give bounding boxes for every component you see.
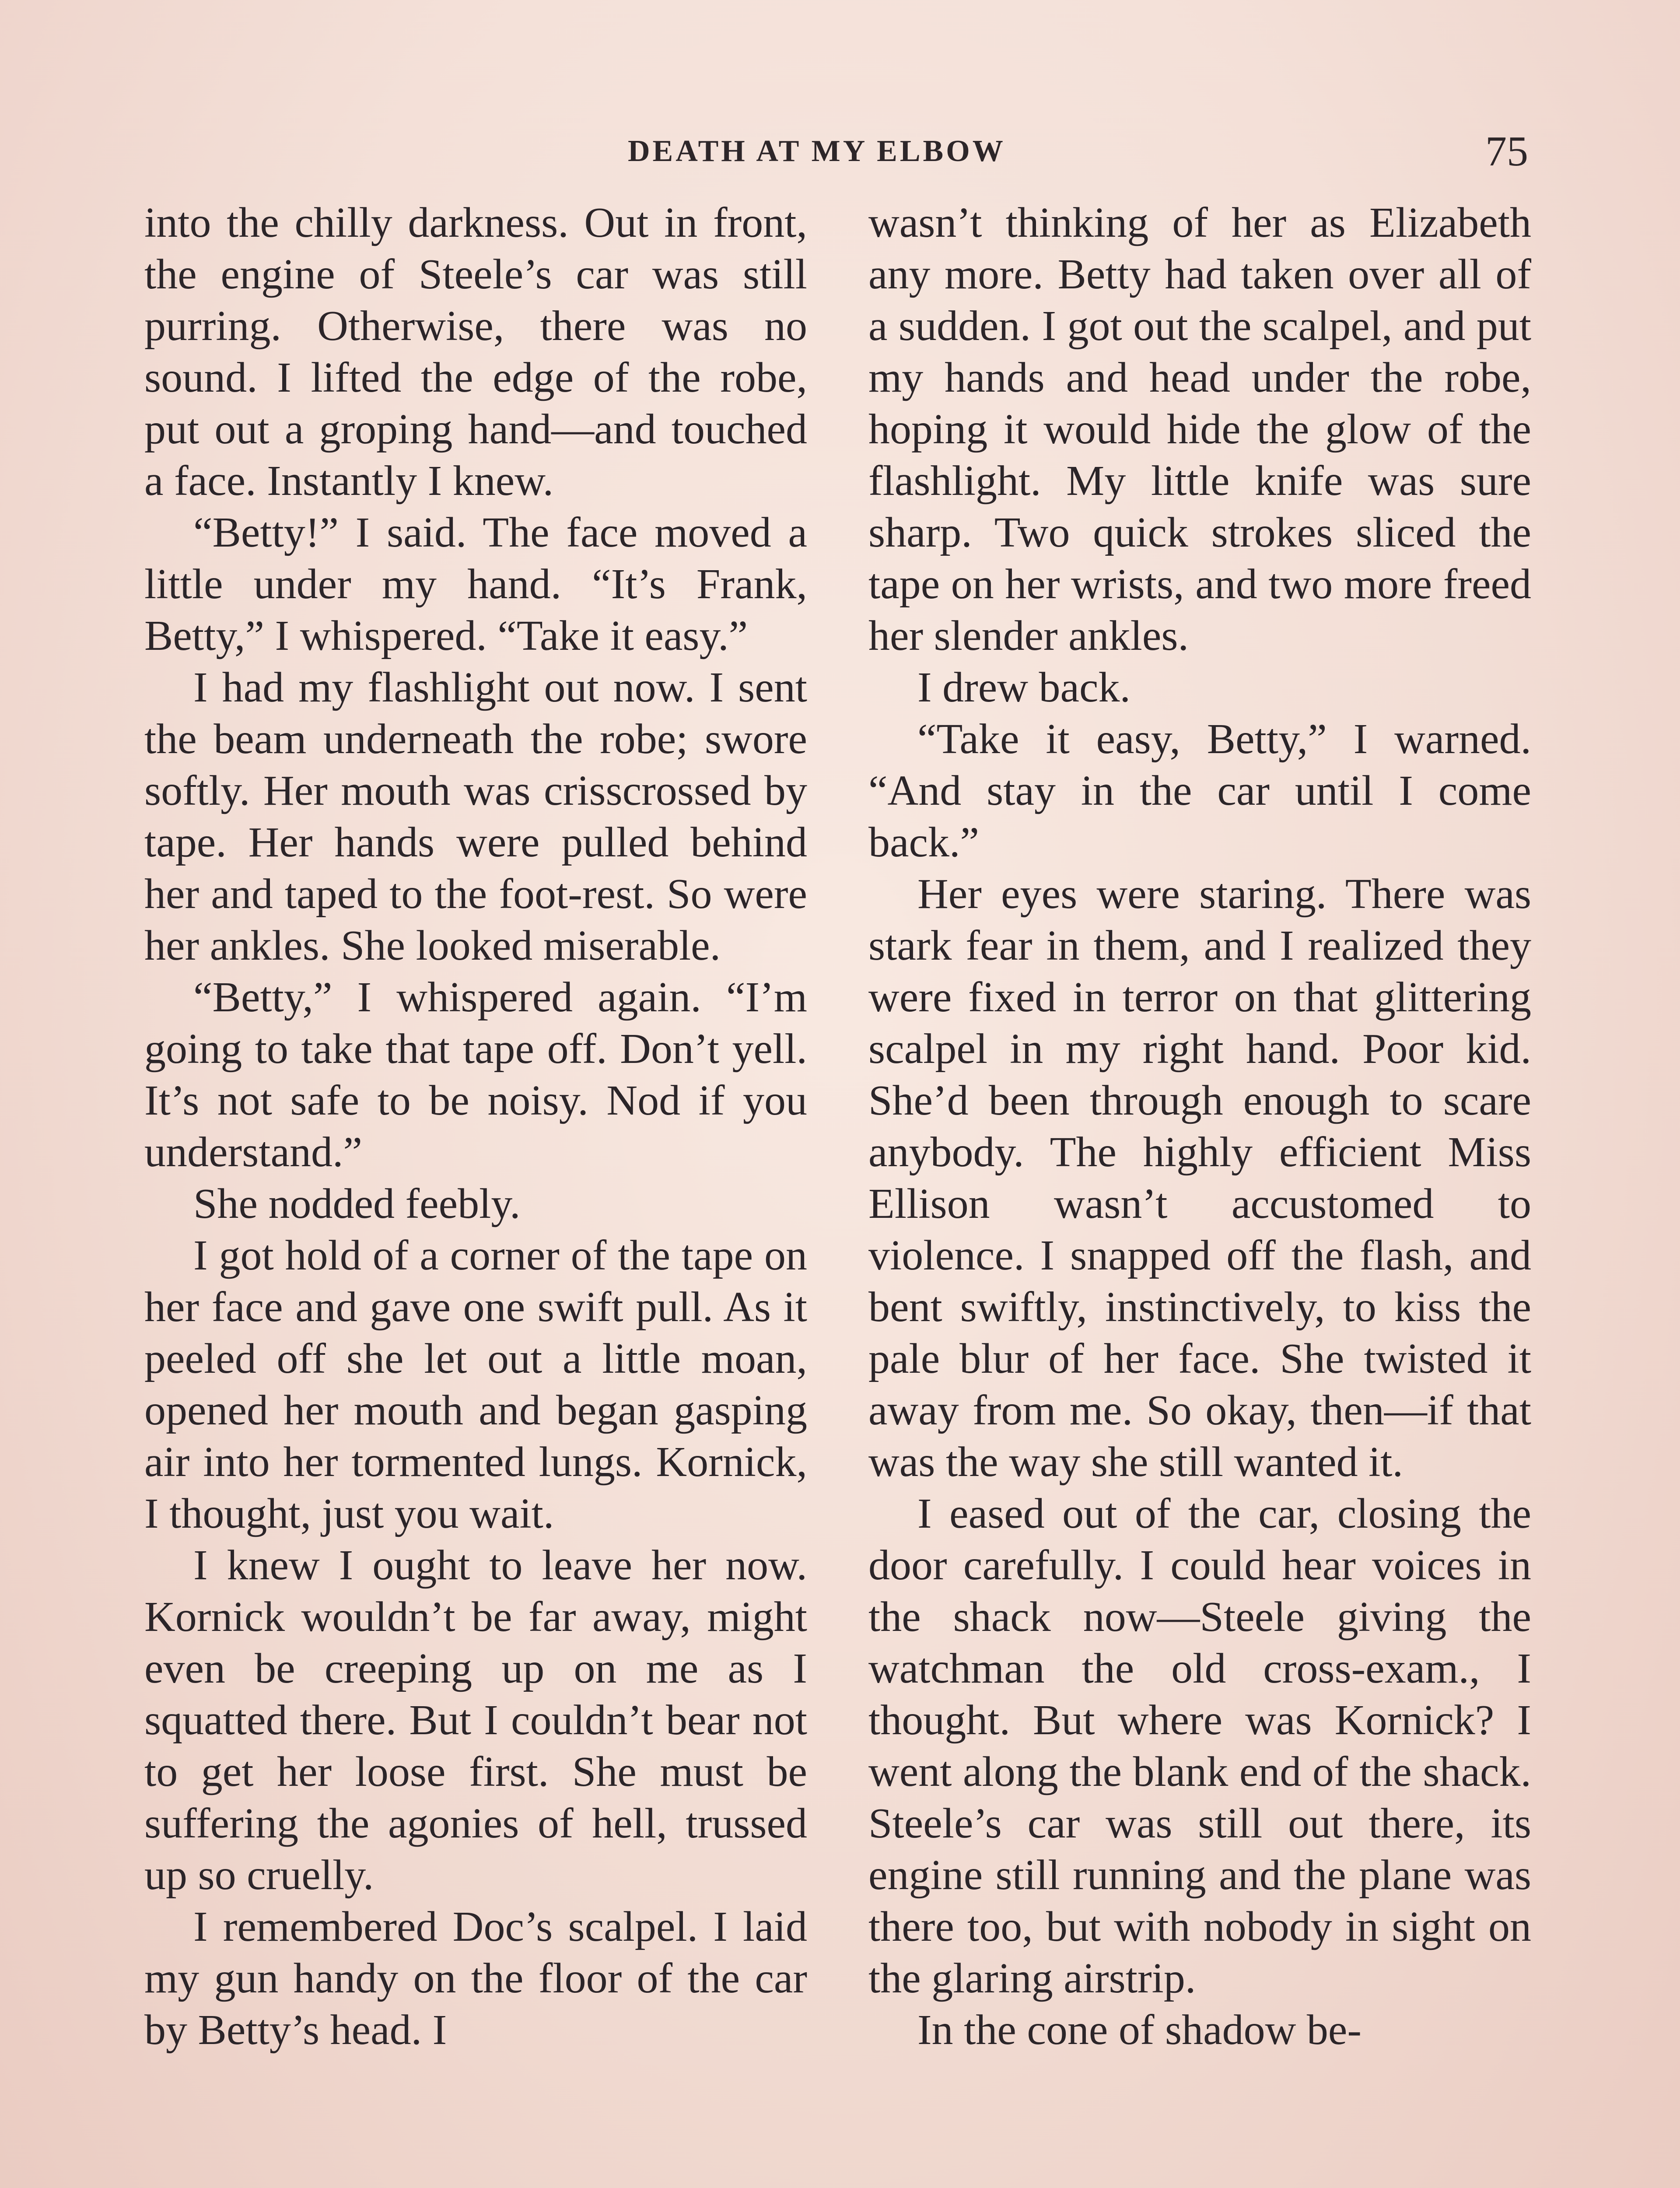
page-number: 75 [1485, 128, 1528, 175]
paragraph: I drew back. [917, 664, 1131, 711]
running-title: DEATH AT MY ELBOW [628, 134, 1006, 168]
paragraph: In the cone of shadow be- [917, 2006, 1362, 2054]
paragraph: Her eyes were staring. There was stark fear in them, and I realized they were fixed in terror on that glittering scalpel in my right hand. Poor kid. She’d been through enough to scare anybody. The highly efficient Miss Ellison wasn’t accustomed to violence. I snapped off the flash, and bent swiftly, instinctively, to kiss the pale blur of her face. She twisted it away from me. So okay, then—if that was the way she still wanted it. [868, 870, 1531, 1486]
paragraph: into the chilly darkness. Out in front, the engine of Steele’s car was still purring. Otherwise, there was no sound. I lifted the edge of the robe, put out a groping hand—and touched a face. Instantly I knew. [144, 199, 807, 505]
page-header [0, 127, 1680, 179]
left-column [144, 197, 807, 2056]
paragraph: I knew I ought to leave her now. Kornick wouldn’t be far away, might even be creeping up on me as I squatted there. But I couldn’t bear not to get her loose first. She must be suffering the agonies of hell, trussed up so cruelly. [144, 1542, 807, 1899]
paragraph: wasn’t thinking of her as Elizabeth any more. Betty had taken over all of a sudden. I got out the scalpel, and put my hands and head under the robe, hoping it would hide the glow of the flashlight. My little knife was sure sharp. Two quick strokes sliced the tape on her wrists, and two more freed her slender ankles. [868, 199, 1531, 659]
paragraph: I had my flashlight out now. I sent the beam underneath the robe; swore softly. Her mouth was crisscrossed by tape. Her hands were pulled behind her and taped to the foot-rest. So were her ankles. She looked miserable. [144, 664, 807, 969]
paragraph: “Betty!” I said. The face moved a little under my hand. “It’s Frank, Betty,” I whispered. “Take it easy.” [144, 509, 807, 659]
paragraph: “Take it easy, Betty,” I warned. “And stay in the car until I come back.” [868, 715, 1531, 866]
paragraph: I eased out of the car, closing the door carefully. I could hear voices in the shack now—Steele giving the watchman the old cross-exam., I thought. But where was Kornick? I went along the blank end of the shack. Steele’s car was still out there, its engine still running and the plane was there too, but with nobody in sight on the glaring airstrip. [868, 1490, 1531, 2002]
paragraph: I remembered Doc’s scalpel. I laid my gun handy on the floor of the car by Betty’s head. I [144, 1903, 807, 2054]
right-column [868, 197, 1531, 2056]
paragraph: I got hold of a corner of the tape on her face and gave one swift pull. As it peeled off she let out a little moan, opened her mouth and began gasping air into her tormented lungs. Kornick, I thought, just you wait. [144, 1232, 807, 1537]
paragraph: She nodded feebly. [193, 1180, 521, 1227]
paragraph: “Betty,” I whispered again. “I’m going to take that tape off. Don’t yell. It’s not safe to be noisy. Nod if you understand.” [144, 974, 807, 1176]
